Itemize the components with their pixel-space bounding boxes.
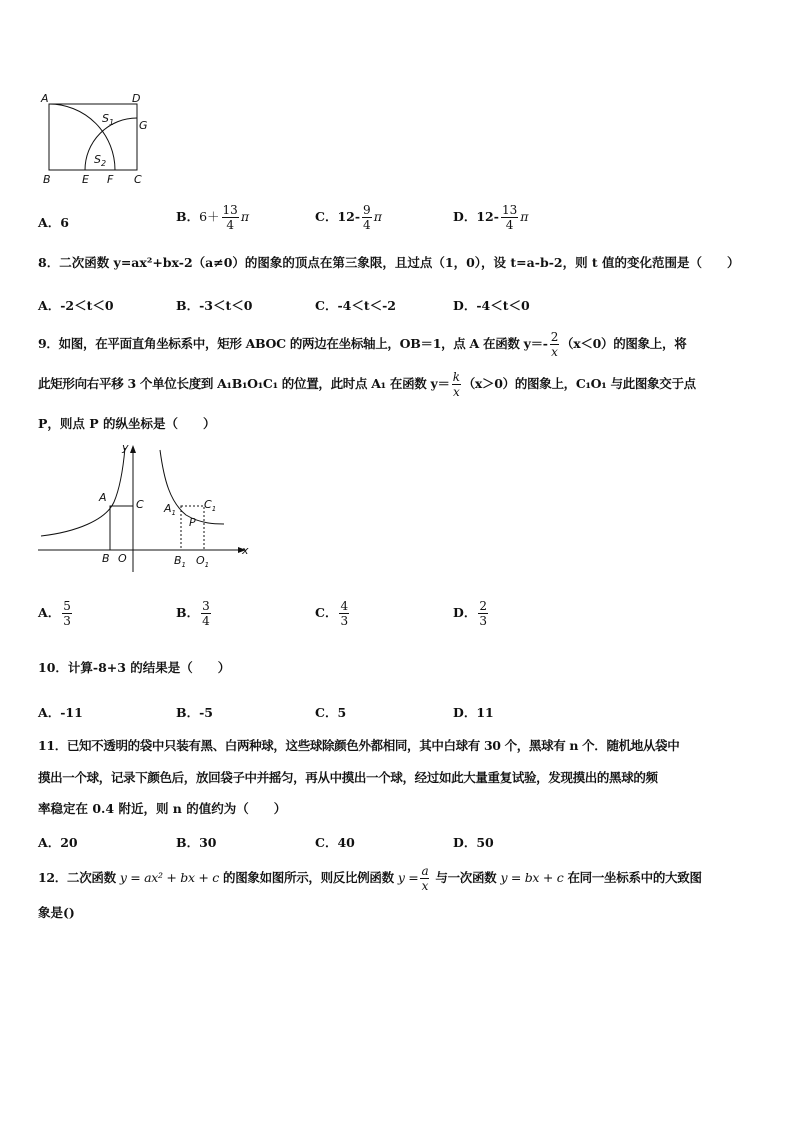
q7-option-a: A．6 xyxy=(38,215,69,230)
q7-option-b: B．6＋ $\frac{13}{4}$ π xyxy=(176,203,250,232)
q8-option-c: C．-4＜t＜-2 xyxy=(315,298,396,313)
y-axis-arrow xyxy=(130,445,136,453)
label-y: y xyxy=(122,441,129,454)
q9-option-b: B． $\frac{3}{4}$ xyxy=(176,599,210,628)
label-A1: $A_1$ xyxy=(164,502,176,517)
label-B: B xyxy=(102,552,110,565)
label-O1: $O_1$ xyxy=(196,554,210,569)
q12-stem-line1: 12．二次函数 y = ax² + bx + c 的图象如图所示，则反比例函数 y = $\frac{a}{x}$ 与一次函数 y = bx + c 在同一坐标系中的大致图 xyxy=(38,864,702,893)
q12-stem-line2: 象是() xyxy=(38,905,75,920)
label-E: E xyxy=(82,173,89,186)
label-P: P xyxy=(189,516,196,529)
q11-stem-line2: 摸出一个球，记录下颜色后，放回袋子中并摇匀，再从中摸出一个球，经过如此大量重复试验，发现摸出的黑球的频 xyxy=(38,770,658,785)
label-S2: $S_2$ xyxy=(94,153,107,168)
q9-option-d: D． $\frac{2}{3}$ xyxy=(453,599,487,628)
q11-option-d: D．50 xyxy=(453,835,494,850)
q8-stem: 8．二次函数 y=ax²+bx-2（a≠0）的图象的顶点在第三象限，且过点（1，0），设 t=a-b-2，则 t 值的变化范围是（ ） xyxy=(38,255,740,270)
q10-stem: 10．计算-8+3 的结果是（ ） xyxy=(38,660,231,675)
label-C: C xyxy=(134,173,142,186)
label-A: A xyxy=(41,92,49,105)
q10-option-a: A．-11 xyxy=(38,705,83,720)
q9-option-a: A． $\frac{5}{3}$ xyxy=(38,599,71,628)
label-F: F xyxy=(107,173,114,186)
q11-option-b: B．30 xyxy=(176,835,217,850)
curve-left xyxy=(41,448,125,536)
label-C: C xyxy=(136,498,144,511)
q7-figure xyxy=(36,88,166,188)
label-C1: $C_1$ xyxy=(204,498,217,513)
q7-option-c: C．12- $\frac{9}{4}$ π xyxy=(315,203,382,232)
q8-option-d: D．-4＜t＜0 xyxy=(453,298,530,313)
label-D: D xyxy=(132,92,141,105)
rect-abco xyxy=(110,506,133,550)
label-A: A xyxy=(99,491,107,504)
q9-stem-line1: 9．如图，在平面直角坐标系中，矩形 ABOC 的两边在坐标轴上，OB＝1，点 A 在函数 y＝- $\frac{2}{x}$ （x＜0）的图象上，将 xyxy=(38,330,687,359)
rectangle-abcd xyxy=(49,104,137,170)
q10-option-d: D．11 xyxy=(453,705,494,720)
q7-option-d: D．12- $\frac{13}{4}$ π xyxy=(453,203,529,232)
label-S1: $S_1$ xyxy=(102,112,115,127)
q9-option-c: C． $\frac{4}{3}$ xyxy=(315,599,349,628)
label-B1: $B_1$ xyxy=(174,554,187,569)
q8-option-b: B．-3＜t＜0 xyxy=(176,298,253,313)
q10-option-c: C．5 xyxy=(315,705,347,720)
q8-option-a: A．-2＜t＜0 xyxy=(38,298,114,313)
q9-stem-line3: P，则点 P 的纵坐标是（ ） xyxy=(38,416,216,431)
q9-graph xyxy=(36,440,256,575)
q10-option-b: B．-5 xyxy=(176,705,213,720)
label-x: x xyxy=(242,544,249,557)
label-G: G xyxy=(139,119,148,132)
q11-option-a: A．20 xyxy=(38,835,78,850)
q11-stem-line1: 11．已知不透明的袋中只装有黑、白两种球，这些球除颜色外都相同，其中白球有 30 个，黑球有 n 个．随机地从袋中 xyxy=(38,738,680,753)
q9-stem-line2: 此矩形向右平移 3 个单位长度到 A₁B₁O₁C₁ 的位置，此时点 A₁ 在函数 y＝ $\frac{k}{x}$ （x＞0）的图象上，C₁O₁ 与此图象交于点 xyxy=(38,370,696,399)
q11-option-c: C．40 xyxy=(315,835,355,850)
label-B: B xyxy=(43,173,51,186)
label-O: O xyxy=(118,552,127,565)
q11-stem-line3: 率稳定在 0.4 附近，则 n 的值约为（ ） xyxy=(38,801,287,816)
